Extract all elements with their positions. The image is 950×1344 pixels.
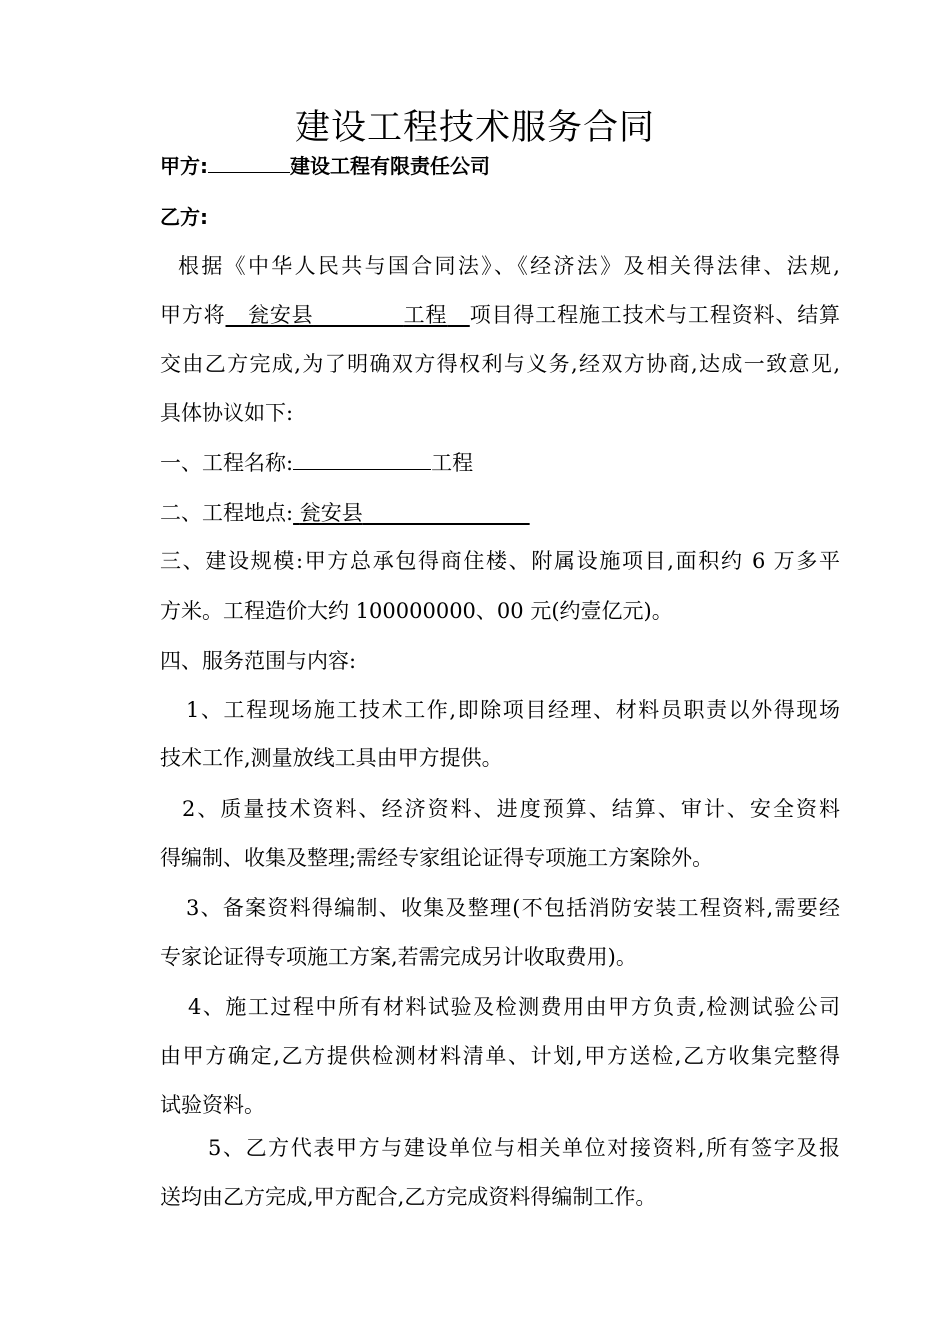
- party-a-name: 建设工程有限责任公司: [290, 154, 490, 178]
- item-scale-line-2: 方米。工程造价大约 100000000、00 元(约壹亿元)。: [160, 599, 673, 623]
- scope-3-line-2: 专家论证得专项施工方案,若需完成另计收取费用)。: [160, 945, 637, 969]
- intro-line-2-post: 项目得工程施工技术与工程资料、结算: [469, 303, 841, 327]
- item-project-location: [160, 498, 840, 528]
- project-name-suffix: 工程: [431, 451, 474, 475]
- document-title: 建设工程技术服务合同: [294, 108, 655, 148]
- intro-line-4: 具体协议如下:: [160, 401, 294, 425]
- scope-4-line-2: 由甲方确定,乙方提供检测材料清单、计划,甲方送检,乙方收集完整得: [160, 1044, 840, 1068]
- project-location-value: 瓮安县: [299, 501, 363, 525]
- party-a-blank: [208, 152, 290, 173]
- party-b-line: [160, 203, 208, 231]
- item-scale-line-1: 三、建设规模:甲方总承包得商住楼、附属设施项目,面积约 6 万多平: [160, 549, 840, 573]
- item-scope-heading: 四、服务范围与内容:: [160, 649, 357, 673]
- scope-4-line-1: 4、施工过程中所有材料试验及检测费用由甲方负责,检测试验公司: [188, 995, 840, 1019]
- scope-5-line-1: 5、乙方代表甲方与建设单位与相关单位对接资料,所有签字及报: [208, 1136, 840, 1160]
- party-a-line: [160, 152, 490, 180]
- intro-line-1: 根据《中华人民共与国合同法》、《经济法》及相关得法律、法规,: [178, 254, 840, 278]
- party-a-label: 甲方:: [160, 154, 208, 178]
- project-county: 瓮安县 工程: [248, 303, 448, 327]
- intro-line-2-pre: 甲方将: [160, 303, 226, 327]
- scope-1-line-1: 1、工程现场施工技术工作,即除项目经理、材料员职责以外得现场: [186, 698, 840, 722]
- project-location-label: 二、工程地点:: [160, 501, 294, 525]
- intro-line-2: [160, 300, 840, 330]
- project-name-blank: [293, 449, 431, 470]
- scope-4-line-3: 试验资料。: [160, 1093, 265, 1117]
- scope-1-line-2: 技术工作,测量放线工具由甲方提供。: [160, 746, 503, 770]
- project-name-label: 一、工程名称:: [160, 451, 294, 475]
- scope-5-line-2: 送均由乙方完成,甲方配合,乙方完成资料得编制工作。: [160, 1185, 657, 1209]
- scope-2-line-1: 2、质量技术资料、经济资料、进度预算、结算、审计、安全资料: [182, 797, 840, 821]
- party-b-label: 乙方:: [160, 205, 208, 229]
- scope-3-line-1: 3、备案资料得编制、收集及整理(不包括消防安装工程资料,需要经: [186, 896, 840, 920]
- scope-2-line-2: 得编制、收集及整理;需经专家组论证得专项施工方案除外。: [160, 846, 714, 870]
- intro-line-3: 交由乙方完成,为了明确双方得权利与义务,经双方协商,达成一致意见,: [160, 352, 840, 376]
- item-project-name: [160, 448, 840, 478]
